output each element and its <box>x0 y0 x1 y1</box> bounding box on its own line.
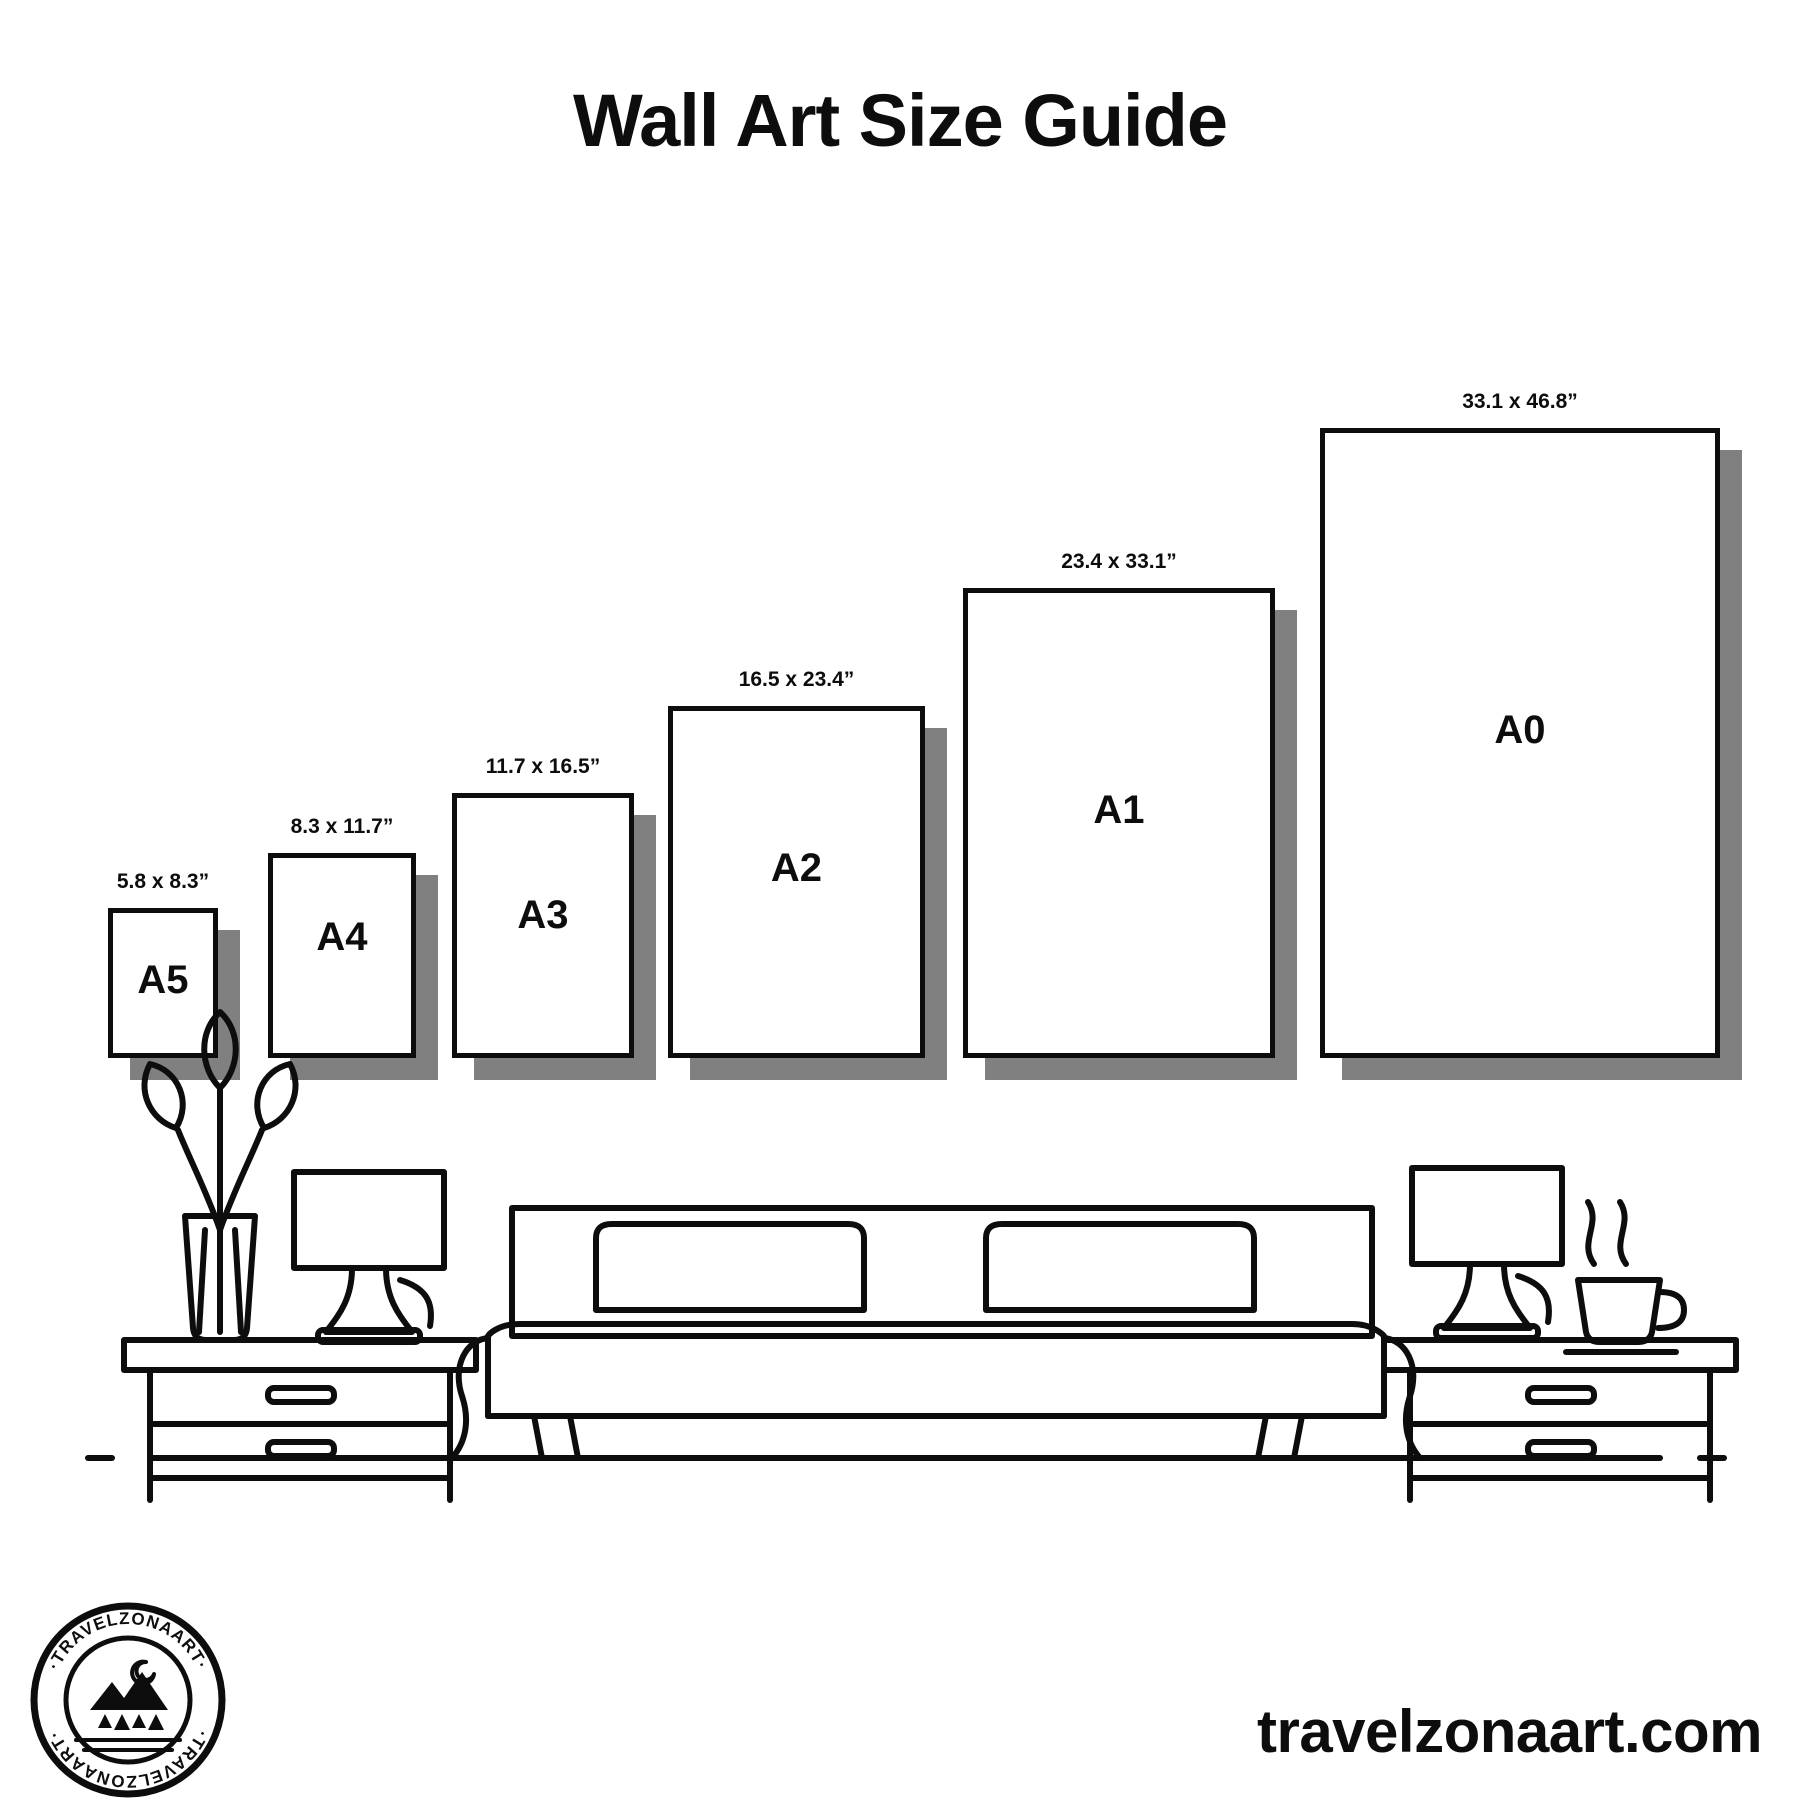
frame-size-label: A1 <box>1093 788 1145 832</box>
nightstand-left <box>124 1340 476 1500</box>
frame-size-label: A2 <box>770 846 823 890</box>
table-lamp-right <box>1412 1168 1562 1338</box>
table-lamp-left <box>294 1172 444 1342</box>
svg-text:·TRAVELZONAART·: ·TRAVELZONAART· <box>43 1727 213 1792</box>
website-url: travelzonaart.com <box>1256 1698 1762 1765</box>
plant-vase-icon <box>144 1012 295 1340</box>
frame-dimension-label: 23.4 x 33.1” <box>1061 550 1177 573</box>
bedroom-scene-illustration <box>0 980 1800 1540</box>
frame-dimension-label: 16.5 x 23.4” <box>738 668 855 691</box>
frame-size-label: A5 <box>137 958 189 1002</box>
frame-dimension-label: 5.8 x 8.3” <box>116 870 210 893</box>
page-title: Wall Art Size Guide <box>573 79 1227 162</box>
frame-size-label: A3 <box>517 893 569 937</box>
svg-text:·TRAVELZONAART·: ·TRAVELZONAART· <box>43 1608 213 1673</box>
frame-size-a0[interactable] <box>1320 390 1720 1080</box>
brand-logo <box>28 1600 228 1800</box>
frame-dimension-label: 8.3 x 11.7” <box>290 815 394 838</box>
coffee-cup-icon <box>1566 1202 1684 1352</box>
frame-dimension-label: 33.1 x 46.8” <box>1462 390 1578 413</box>
frame-size-label: A0 <box>1494 708 1546 752</box>
nightstand-right <box>1384 1340 1736 1500</box>
bed-icon <box>452 1208 1420 1458</box>
frame-dimension-label: 11.7 x 16.5” <box>485 755 601 778</box>
frame-size-label: A4 <box>316 915 368 959</box>
